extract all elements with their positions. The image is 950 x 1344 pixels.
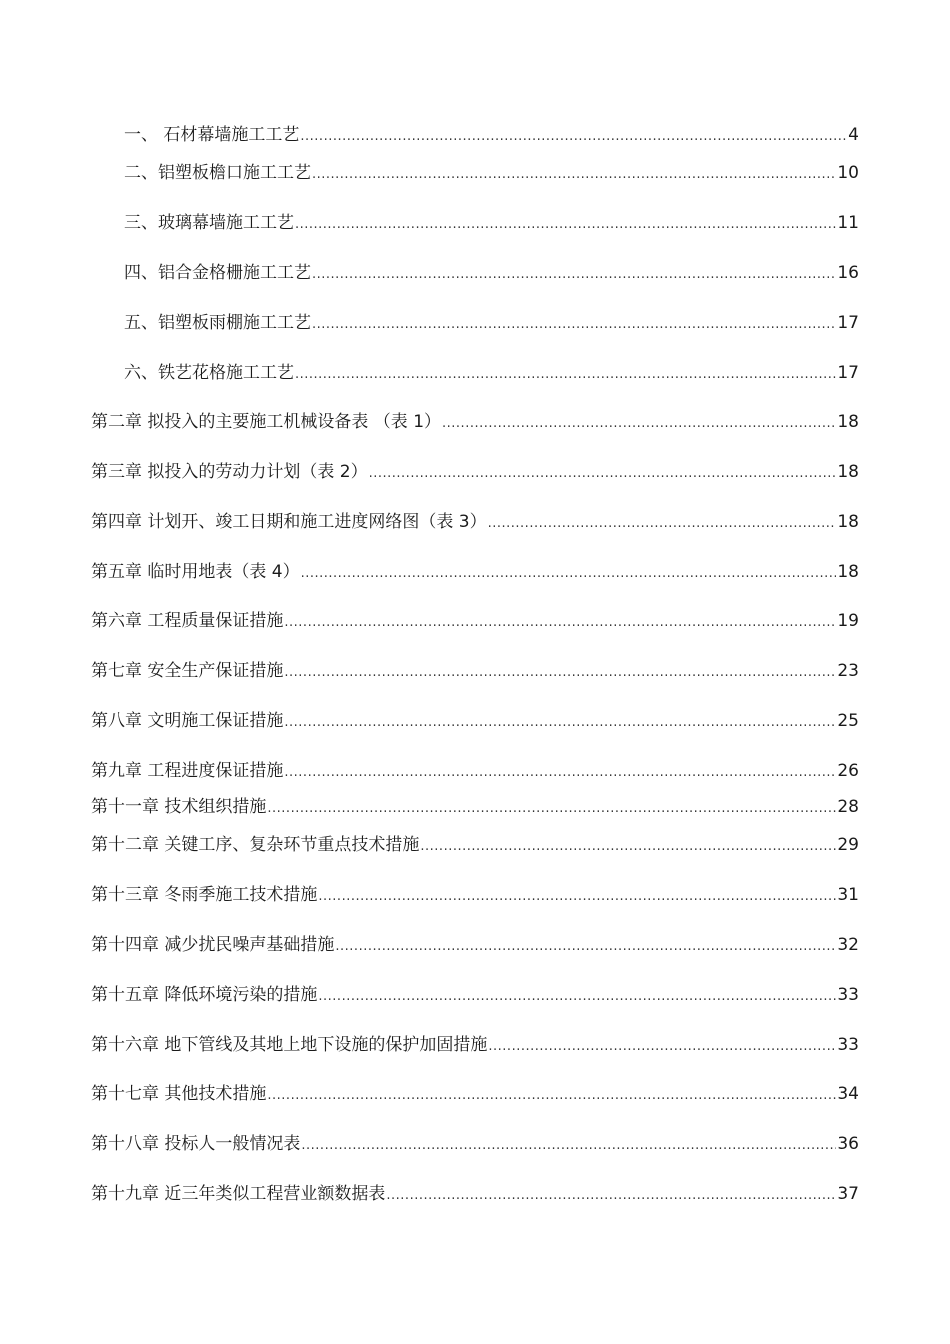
- toc-entry-title: 第八章 文明施工保证措施: [91, 711, 284, 731]
- toc-dot-leader: [312, 314, 836, 336]
- toc-entry[interactable]: [124, 162, 859, 186]
- toc-entry[interactable]: [91, 934, 859, 958]
- toc-entry[interactable]: [91, 1034, 859, 1058]
- toc-entry-page: 25: [837, 711, 859, 731]
- toc-entry[interactable]: [91, 411, 859, 435]
- toc-entry-page: 4: [848, 125, 859, 145]
- toc-entry-title: 六、铁艺花格施工工艺: [124, 363, 294, 383]
- toc-entry[interactable]: [91, 561, 859, 585]
- toc-dot-leader: [301, 1135, 836, 1157]
- toc-entry[interactable]: [124, 124, 859, 148]
- toc-dot-leader: [386, 1185, 836, 1207]
- toc-entry-title: 四、铝合金格栅施工工艺: [124, 263, 311, 283]
- toc-entry-title: 五、铝塑板雨棚施工工艺: [124, 313, 311, 333]
- toc-entry[interactable]: [91, 1083, 859, 1107]
- toc-entry-page: 16: [837, 263, 859, 283]
- toc-entry-page: 10: [837, 163, 859, 183]
- toc-dot-leader: [301, 563, 837, 585]
- toc-entry-page: 33: [837, 1035, 859, 1055]
- toc-dot-leader: [312, 264, 836, 286]
- toc-entry[interactable]: [91, 511, 859, 535]
- toc-entry-title: 一、 石材幕墙施工工艺: [124, 125, 300, 145]
- toc-dot-leader: [267, 1085, 836, 1107]
- toc-dot-leader: [488, 513, 837, 535]
- toc-entry[interactable]: [91, 1133, 859, 1157]
- toc-entry-page: 18: [837, 562, 859, 582]
- toc-dot-leader: [335, 936, 836, 958]
- toc-dot-leader: [369, 463, 837, 485]
- toc-entry-title: 第十九章 近三年类似工程营业额数据表: [91, 1184, 386, 1204]
- toc-entry-page: 18: [837, 512, 859, 532]
- toc-entry[interactable]: [91, 710, 859, 734]
- toc-entry-title: 二、铝塑板檐口施工工艺: [124, 163, 311, 183]
- toc-dot-leader: [318, 986, 836, 1008]
- toc-dot-leader: [488, 1036, 836, 1058]
- toc-entry-page: 18: [837, 412, 859, 432]
- toc-entry-page: 23: [837, 661, 859, 681]
- toc-dot-leader: [295, 364, 836, 386]
- toc-entry-page: 26: [837, 761, 859, 781]
- toc-entry-title: 第四章 计划开、竣工日期和施工进度网络图（表 3）: [91, 512, 487, 532]
- toc-entry-title: 第七章 安全生产保证措施: [91, 661, 284, 681]
- toc-entry[interactable]: [91, 660, 859, 684]
- toc-entry[interactable]: [91, 984, 859, 1008]
- toc-entry-title: 三、玻璃幕墙施工工艺: [124, 213, 294, 233]
- toc-entry-page: 28: [837, 797, 859, 817]
- toc-entry-title: 第十四章 减少扰民噪声基础措施: [91, 935, 335, 955]
- toc-entry-page: 34: [837, 1084, 859, 1104]
- toc-entry-title: 第十七章 其他技术措施: [91, 1084, 267, 1104]
- toc-entry-page: 17: [837, 363, 859, 383]
- toc-entry-page: 18: [837, 462, 859, 482]
- toc-entry[interactable]: [91, 461, 859, 485]
- toc-entry[interactable]: [91, 884, 859, 908]
- toc-entry-title: 第十六章 地下管线及其地上地下设施的保护加固措施: [91, 1035, 488, 1055]
- toc-entry[interactable]: [91, 1183, 859, 1207]
- toc-entry[interactable]: [124, 212, 859, 236]
- toc-entry-page: 31: [837, 885, 859, 905]
- toc-entry[interactable]: [91, 610, 859, 634]
- toc-entry-title: 第十八章 投标人一般情况表: [91, 1134, 301, 1154]
- toc-entry-page: 17: [837, 313, 859, 333]
- toc-dot-leader: [295, 214, 836, 236]
- toc-dot-leader: [420, 836, 836, 858]
- toc-dot-leader: [284, 712, 836, 734]
- toc-entry-title: 第九章 工程进度保证措施: [91, 761, 284, 781]
- toc-entry[interactable]: [91, 834, 859, 858]
- toc-dot-leader: [284, 662, 836, 684]
- toc-entry-title: 第六章 工程质量保证措施: [91, 611, 284, 631]
- toc-entry-page: 29: [837, 835, 859, 855]
- toc-entry[interactable]: [124, 362, 859, 386]
- toc-dot-leader: [267, 798, 836, 820]
- toc-entry[interactable]: [124, 262, 859, 286]
- toc-entry-page: 11: [837, 213, 859, 233]
- toc-dot-leader: [284, 762, 836, 784]
- toc-entry-title: 第十三章 冬雨季施工技术措施: [91, 885, 318, 905]
- toc-entry-title: 第二章 拟投入的主要施工机械设备表 （表 1）: [91, 412, 442, 432]
- toc-dot-leader: [284, 612, 836, 634]
- toc-entry-title: 第十五章 降低环境污染的措施: [91, 985, 318, 1005]
- toc-entry-title: 第五章 临时用地表（表 4）: [91, 562, 300, 582]
- toc-entry-page: 19: [837, 611, 859, 631]
- toc-dot-leader: [442, 413, 836, 435]
- toc-dot-leader: [318, 886, 836, 908]
- toc-entry[interactable]: [91, 796, 859, 820]
- toc-entry-title: 第十一章 技术组织措施: [91, 797, 267, 817]
- toc-entry-page: 37: [837, 1184, 859, 1204]
- toc-entry-page: 32: [837, 935, 859, 955]
- toc-entry[interactable]: [124, 312, 859, 336]
- toc-entry[interactable]: [91, 760, 859, 784]
- toc-entry-title: 第三章 拟投入的劳动力计划（表 2）: [91, 462, 368, 482]
- toc-dot-leader: [312, 164, 836, 186]
- toc-entry-page: 33: [837, 985, 859, 1005]
- toc-dot-leader: [300, 126, 847, 148]
- toc-entry-page: 36: [837, 1134, 859, 1154]
- toc-entry-title: 第十二章 关键工序、复杂环节重点技术措施: [91, 835, 420, 855]
